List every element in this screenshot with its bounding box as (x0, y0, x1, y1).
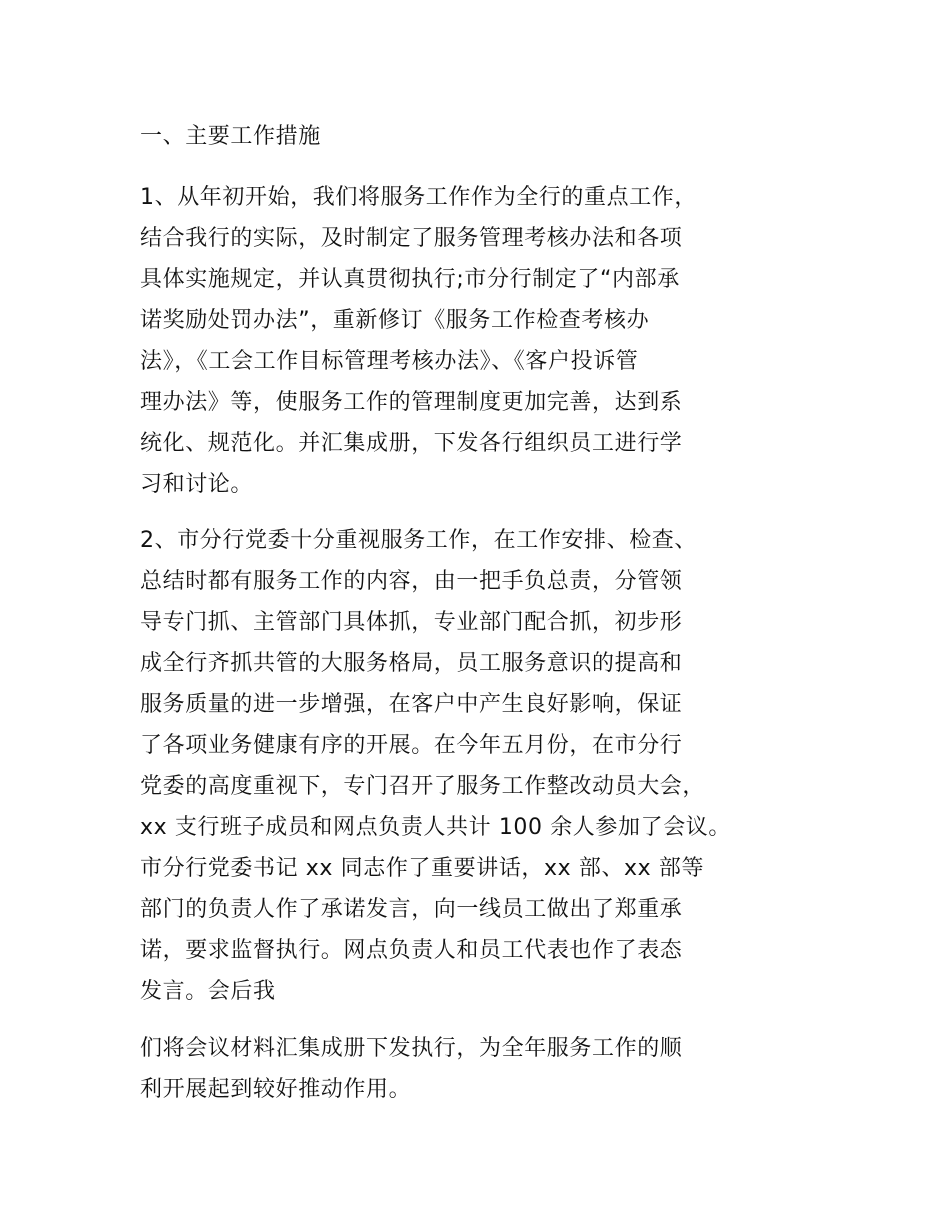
paragraph-1-line-5: 法》，《工会工作目标管理考核办法》、《客户投诉管 (140, 349, 639, 374)
paragraph-1-line-8: 习和讨论。 (140, 472, 254, 497)
paragraph-3-line-1: 们将会议材料汇集成册下发执行，为全年服务工作的顺 (140, 1036, 683, 1061)
paragraph-2-line-4: 成全行齐抓共管的大服务格局，员工服务意识的提高和 (140, 651, 683, 676)
paragraph-2-line-7: 党委的高度重视下，专门召开了服务工作整改动员大会， (140, 774, 706, 799)
section-heading: 一、主要工作措施 (140, 124, 321, 149)
paragraph-2-line-6: 了各项业务健康有序的开展。在今年五月份，在市分行 (140, 733, 683, 758)
paragraph-2-line-1: 2、市分行党委十分重视服务工作，在工作安排、检查、 (140, 528, 697, 553)
paragraph-2-line-8: xx 支行班子成员和网点负责人共计 100 余人参加了会议。 (140, 815, 732, 840)
paragraph-1-line-2: 结合我行的实际，及时制定了服务管理考核办法和各项 (140, 226, 683, 251)
paragraph-1-line-6: 理办法》等，使服务工作的管理制度更加完善，达到系 (140, 390, 683, 415)
paragraph-2-line-11: 诺，要求监督执行。网点负责人和员工代表也作了表态 (140, 938, 683, 963)
paragraph-3-line-2: 利开展起到较好推动作用。 (140, 1077, 412, 1102)
paragraph-2-line-10: 部门的负责人作了承诺发言，向一线员工做出了郑重承 (140, 897, 683, 922)
paragraph-2-line-9: 市分行党委书记 xx 同志作了重要讲话，xx 部、xx 部等 (140, 856, 705, 881)
paragraph-1-line-4: 诺奖励处罚办法”，重新修订《服务工作检查考核办 (140, 308, 650, 333)
paragraph-1-line-3: 具体实施规定，并认真贯彻执行;市分行制定了“内部承 (140, 267, 680, 292)
paragraph-2-line-12: 发言。会后我 (140, 979, 276, 1004)
paragraph-2-line-5: 服务质量的进一步增强，在客户中产生良好影响，保证 (140, 692, 683, 717)
paragraph-1-line-7: 统化、规范化。并汇集成册，下发各行组织员工进行学 (140, 431, 683, 456)
paragraph-2-line-2: 总结时都有服务工作的内容，由一把手负总责，分管领 (140, 569, 683, 594)
paragraph-2-line-3: 导专门抓、主管部门具体抓，专业部门配合抓，初步形 (140, 610, 683, 635)
paragraph-1-line-1: 1、从年初开始，我们将服务工作作为全行的重点工作， (140, 185, 697, 210)
